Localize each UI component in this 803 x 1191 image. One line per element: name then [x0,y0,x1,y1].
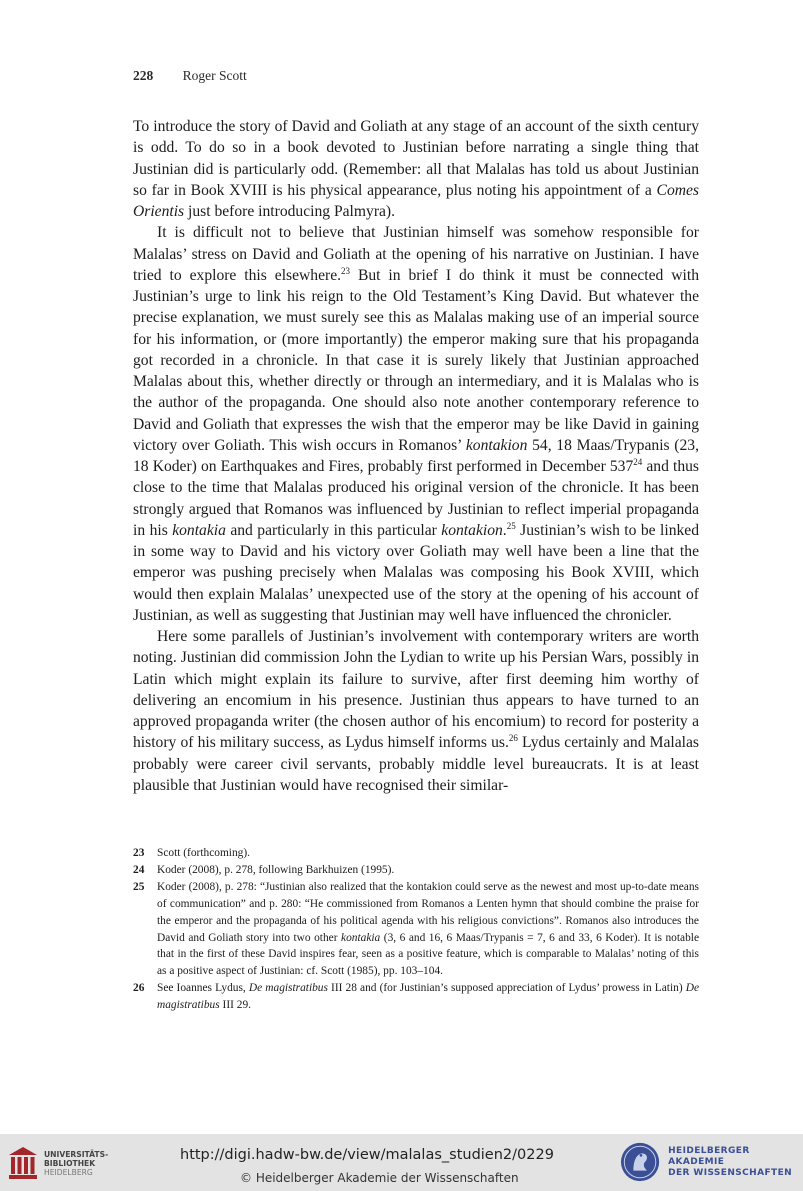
footer-bar [0,1134,803,1191]
footnote-number: 25 [133,880,145,893]
italic-term: De magistratibus [248,982,328,995]
library-logo-text: UNIVERSITÄTS- BIBLIOTHEK HEIDELBERG [44,1149,109,1177]
italic-term: Comes Orientis [133,181,699,220]
footnote-text: See Ioannes Lydus, De magistratibus III 28 and (for Justinian’s supposed appreciation of Lydus’ prowess in Latin) De magistratibus III 29. [157,982,700,1012]
footnote-ref[interactable]: 23 [341,265,351,276]
footnote-ref[interactable]: 25 [506,520,516,531]
copyright-notice: © Heidelberger Akademie der Wissenschaften [240,1171,519,1185]
footnote-text: Scott (forthcoming). [157,847,251,859]
library-building-icon [8,1146,38,1180]
body-text [133,116,699,796]
running-head-author: Roger Scott [182,68,247,83]
footnote [133,845,699,862]
permalink-url[interactable]: http://digi.hadw-bw.de/view/malalas_studien2/0229 [180,1147,554,1163]
footnote-text: Koder (2008), p. 278, following Barkhuizen (1995). [157,863,395,876]
italic-term: kontakion [465,436,528,454]
footnote-ref[interactable]: 26 [508,733,518,744]
footnote [133,980,699,1014]
footnote [133,862,699,879]
footnote-number: 24 [133,863,145,876]
footnotes [133,845,699,1014]
footnote-ref[interactable]: 24 [633,457,643,467]
page-number: 228 [133,68,154,83]
italic-term: kontakia [172,521,226,539]
footnote-text: Koder (2008), p. 278: “Justinian also realized that the kontakion could serve as the newest and most up-to-date means of communication” and p. 280: “He commissioned from Romanos a Lenten hymn that should combine the praise for the emperor and the propaganda of his political agenda with his religious convictions”. Romanos also introduces the David and Goliath story into two other kontakia (3, 6 and 16, 6 Maas/Trypanis = 7, 6 and 33, 6 Koder). It is notable that in the first of these David inspires fear, seen as a positive feature, which is comparable to Malalas’ noting of this as a positive aspect of Justinian: cf. Scott (1985), pp. 103–104. [157,880,700,978]
academy-logo-text: HEIDELBERGER AKADEMIE DER WISSENSCHAFTEN [668,1145,793,1178]
academy-seal-icon [620,1141,660,1183]
italic-term: De magistratibus [157,982,700,1012]
running-header [133,68,247,84]
footnote-number: 26 [133,982,145,995]
academy-logo[interactable] [620,1141,803,1183]
footnote [133,879,699,980]
paragraph: It is difficult not to believe that Justinian himself was somehow responsible for Malalas’ stress on David and Goliath at the opening of his narrative on Justinian. I have tried to explore this elsewhere.$^{23}$ But in brief I do think it must be connected with Justinian’s urge to link his reign to the Old Testament’s King David. But whatever the precise explanation, we must surely see this as Malalas making use of an imperial source for his information, or (more importantly) the emperor making sure that his propaganda got recorded in a chronicle. In that case it is surely likely that Justinian approached Malalas about this, whether directly or through an intermediary, and it is Malalas who is the author of the propaganda. One should also note another contemporary reference to David and Goliath that expresses the wish that the emperor may be like David in gaining victory over Goliath. This wish occurs in Romanos’ kontakion 54, 18 Maas/Trypanis (23, 18 Koder) on Earthquakes and Fires, probably first performed in December $537^{24}$ and thus close to the time that Malalas produced his original version of the chronicle. It has been strongly argued that Romanos was influenced by Justinian to reflect imperial propaganda in his kontakia and particularly in this particular kontakion.$^{25}$ Justinian’s wish to be linked in some way to David and his victory over Goliath may well have been a line that the emperor was pushing precisely when Malalas was composing his Book XVIII, which would then explain Malalas’ unexpected use of the story at the opening of his account of Justinian, as well as suggesting that Justinian may well have influenced the chronicler. [133,224,700,624]
university-library-logo[interactable] [8,1146,108,1180]
italic-term: kontakia [341,931,381,944]
footnote-number: 23 [133,847,145,859]
paragraph: To introduce the story of David and Goliath at any stage of an account of the sixth century is odd. To do so in a book devoted to Justinian before narrating a single thing that Justinian did is particularly odd. (Remember: all that Malalas has told us about Justinian so far in Book XVIII is his physical appearance, plus noting his appointment of a Comes Orientis just before introducing Palmyra). [133,118,699,220]
paragraph: Here some parallels of Justinian’s involvement with contemporary writers are worth noting. Justinian did commission John the Lydian to write up his Persian Wars, possibly in Latin which might explain its failure to survive, after first deeming him worthy of delivering an encomium in his presence. Justinian thus appears to have turned to an approved propaganda writer (the chosen author of his encomium) to record for posterity a history of his military success, as Lydus himself informs us.$^{26}$ Lydus certainly and Malalas probably were career civil servants, probably middle level bureaucrats. It is at least plausible that Justinian would have recognised their similar- [133,628,699,794]
italic-term: kontakion [441,521,503,539]
